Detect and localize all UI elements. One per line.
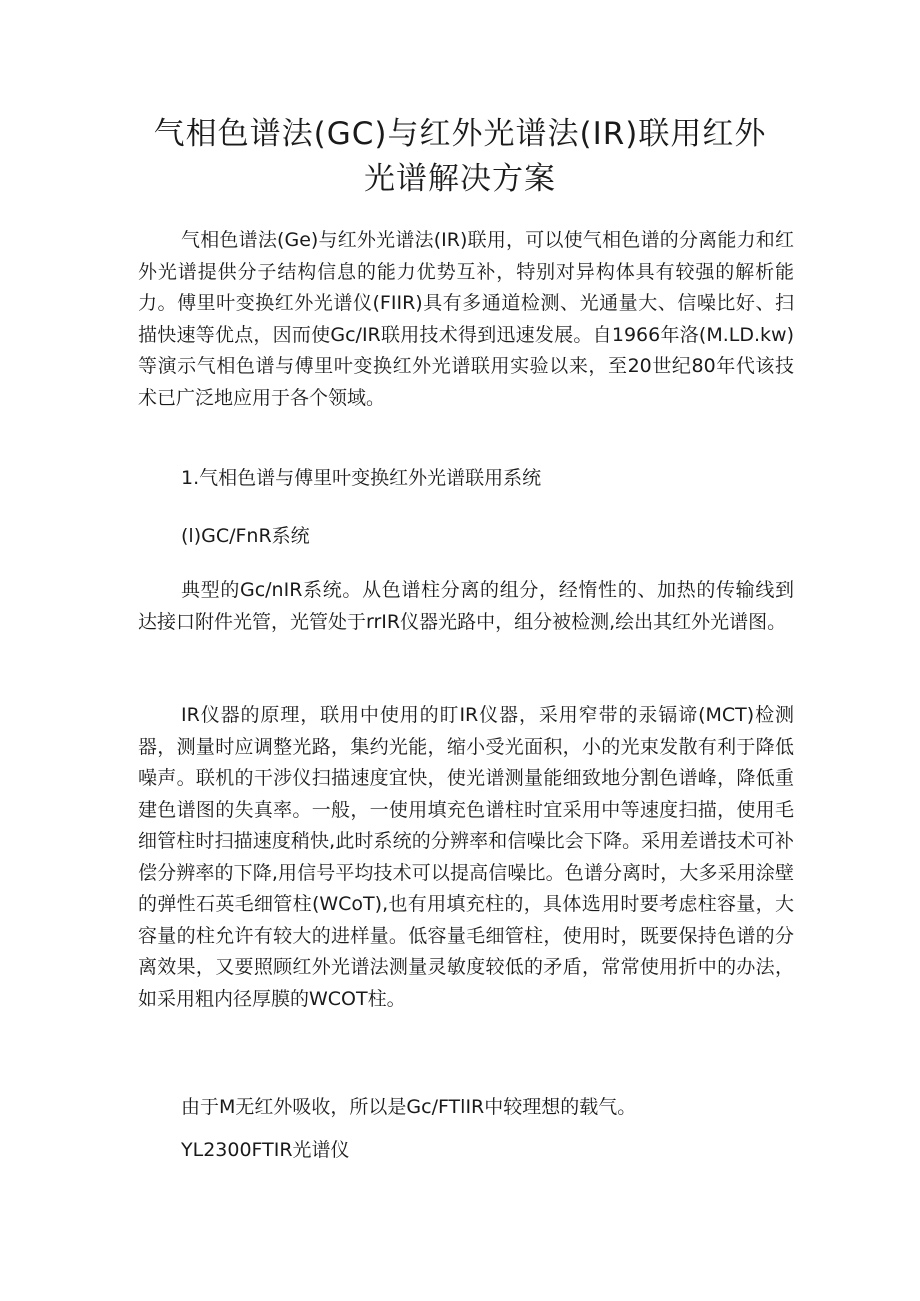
system-paragraph: 典型的Gc∕nIR系统。从色谱柱分离的组分，经惰性的、加热的传输线到达接口附件光管，光管处于rrIR仪器光路中，组分被检测,绘出其红外光谱图。 [138,579,794,633]
document-title-line-2: 光谱解决方案 [364,161,556,197]
intro-paragraph: 气相色谱法(Ge)与红外光谱法(IR)联用，可以使气相色谱的分离能力和红外光谱提供分子结构信息的能力优势互补，特别对异构体具有较强的解析能力。傅里叶变换红外光谱仪(FIIR)具有多通道检测、光通量大、信噪比好、扫描快速等优点，因而使Gc/IR联用技术得到迅速发展。自1966年洛(M.LD.kw)等演示气相色谱与傅里叶变换红外光谱联用实验以来，至20世纪80年代该技术已广泛地应用于各个领域。 [138,229,794,409]
section-heading: 1.气相色谱与傅里叶变换红外光谱联用系统 [181,467,542,489]
document-title-line-1: 气相色谱法(GC)与红外光谱法(IR)联用红外 [153,116,767,152]
subsection-heading: (l)GC/FnR系统 [181,525,310,547]
principle-paragraph: IR仪器的原理，联用中使用的盯IR仪器，采用窄带的汞镉谛(MCT)检测器，测量时应调整光路，集约光能，缩小受光面积，小的光束发散有利于降低噪声。联机的干涉仪扫描速度宜快，使光谱测量能细致地分割色谱峰，降低重建色谱图的失真率。一般，一使用填充色谱柱时宜采用中等速度扫描，使用毛细管柱时扫描速度稍快,此时系统的分辨率和信噪比会下降。采用差谱技术可补偿分辨率的下降,用信号平均技术可以提高信噪比。色谱分离时，大多采用涂壁的弹性石英毛细管柱(WCoT),也有用填充柱的，具体选用时要考虑柱容量，大容量的柱允许有较大的进样量。低容量毛细管柱，使用时，既要保持色谱的分离效果，又要照顾红外光谱法测量灵敏度较低的矛盾，常常使用折中的办法，如采用粗内径厚膜的WCOT柱。 [138,704,794,1010]
instrument-caption: YL2300FTIR光谱仪 [181,1139,350,1161]
carrier-gas-paragraph: 由于M无红外吸收，所以是Gc/FTlIR中较理想的载气。 [181,1096,637,1118]
